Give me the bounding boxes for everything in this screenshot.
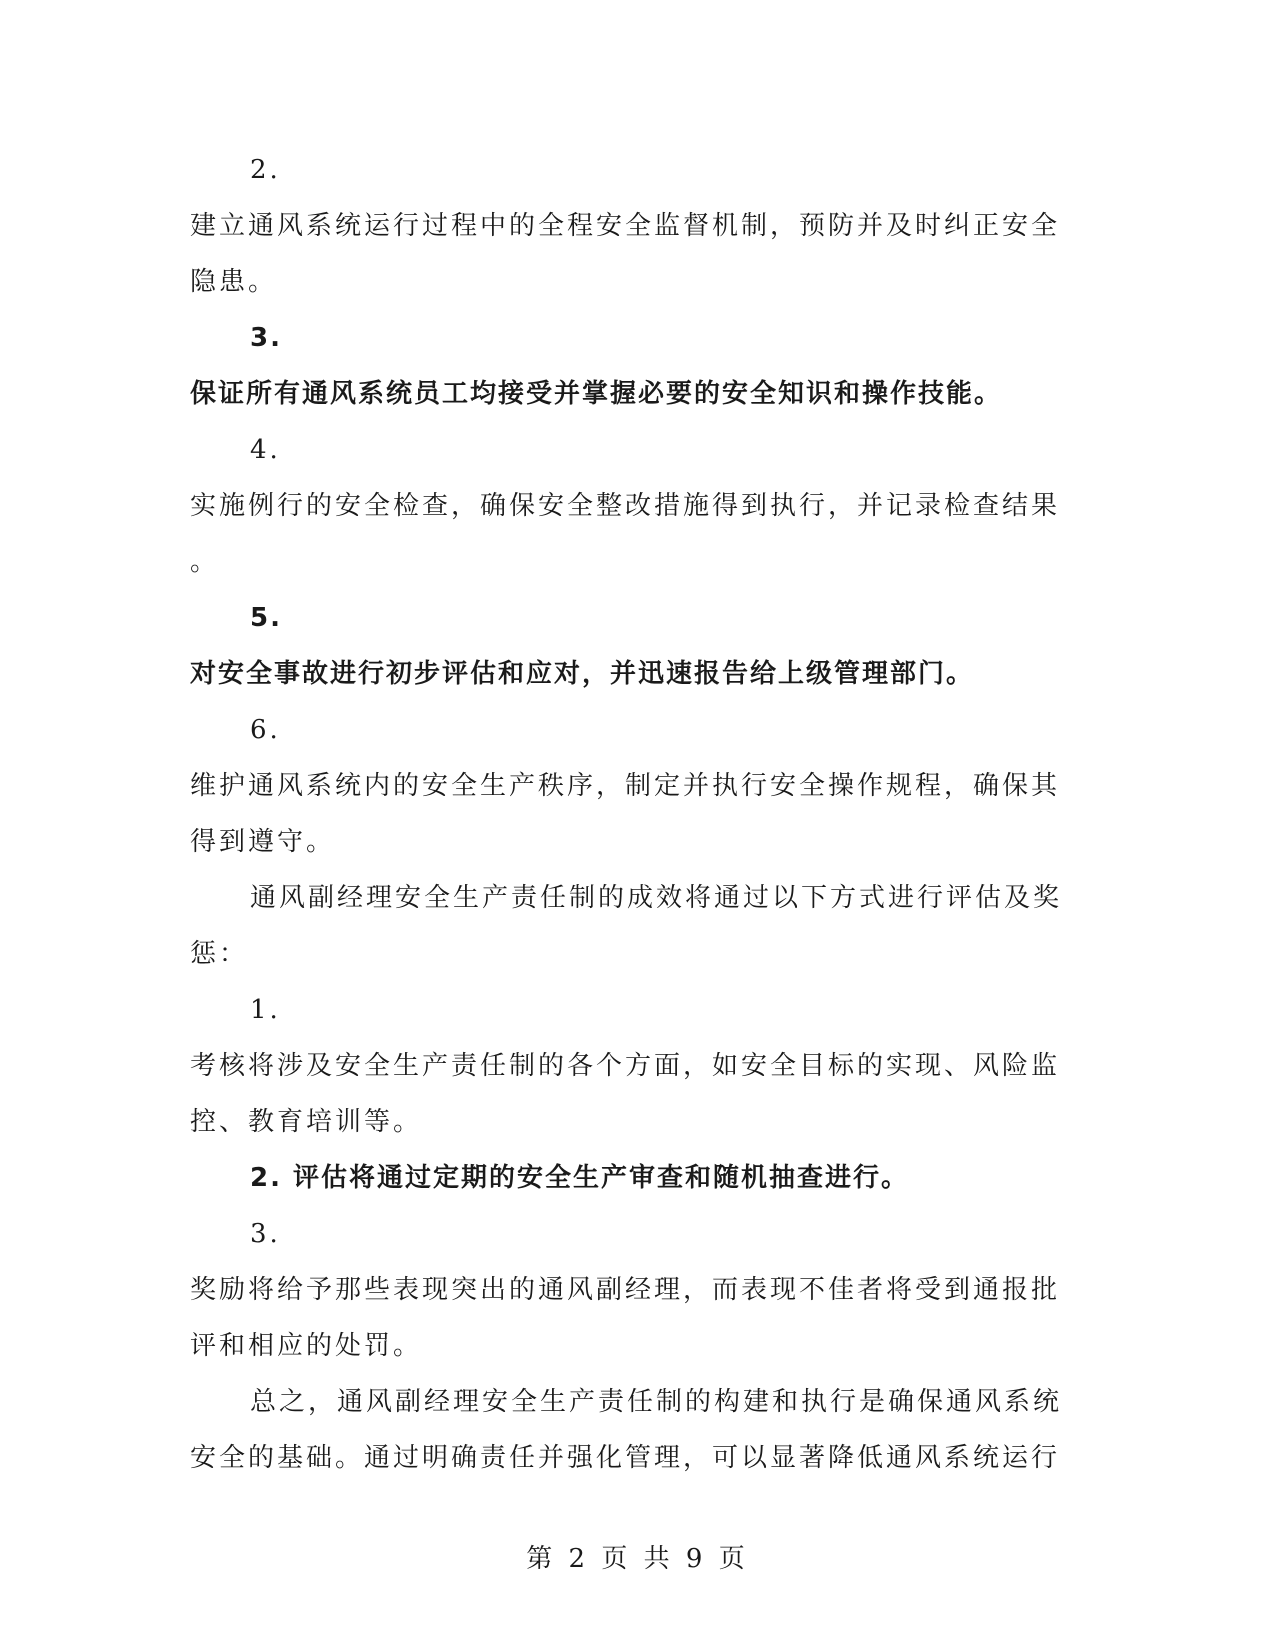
body-text-line: 评和相应的处罚。 [190,1331,423,1361]
list-number: 5. [250,603,282,633]
list-number: 2. [250,155,281,185]
body-text-line: 建立通风系统运行过程中的全程安全监督机制，预防并及时纠正安全 [190,211,1061,241]
body-text-line: 保证所有通风系统员工均接受并掌握必要的安全知识和操作技能。 [190,379,1003,409]
body-text-line: 考核将涉及安全生产责任制的各个方面，如安全目标的实现、风险监 [190,1051,1061,1081]
body-text-line: 维护通风系统内的安全生产秩序，制定并执行安全操作规程，确保其 [190,771,1061,801]
body-text-line: 得到遵守。 [190,827,336,857]
paragraph-line: 总之，通风副经理安全生产责任制的构建和执行是确保通风系统 [250,1387,1063,1417]
body-text-line: 。 [190,547,220,577]
list-number: 1. [250,995,281,1025]
body-text-line: 对安全事故进行初步评估和应对，并迅速报告给上级管理部门。 [190,659,975,689]
body-text-line: 安全的基础。通过明确责任并强化管理，可以显著降低通风系统运行 [190,1443,1061,1473]
list-number: 3. [250,323,282,353]
list-item-bold: 2. 评估将通过定期的安全生产审查和随机抽查进行。 [250,1163,910,1193]
list-number: 3. [250,1219,281,1249]
paragraph-line: 通风副经理安全生产责任制的成效将通过以下方式进行评估及奖 [250,883,1063,913]
body-text-line: 实施例行的安全检查，确保安全整改措施得到执行，并记录检查结果 [190,491,1061,521]
document-body [190,142,1070,1486]
page-footer: 第 2 页 共 9 页 [526,1544,749,1574]
body-text-line: 奖励将给予那些表现突出的通风副经理，而表现不佳者将受到通报批 [190,1275,1061,1305]
list-number: 4. [250,435,281,465]
body-text-line: 隐患。 [190,267,278,297]
body-text-line: 惩： [190,939,249,969]
body-text-line: 控、教育培训等。 [190,1107,423,1137]
list-number: 6. [250,715,281,745]
